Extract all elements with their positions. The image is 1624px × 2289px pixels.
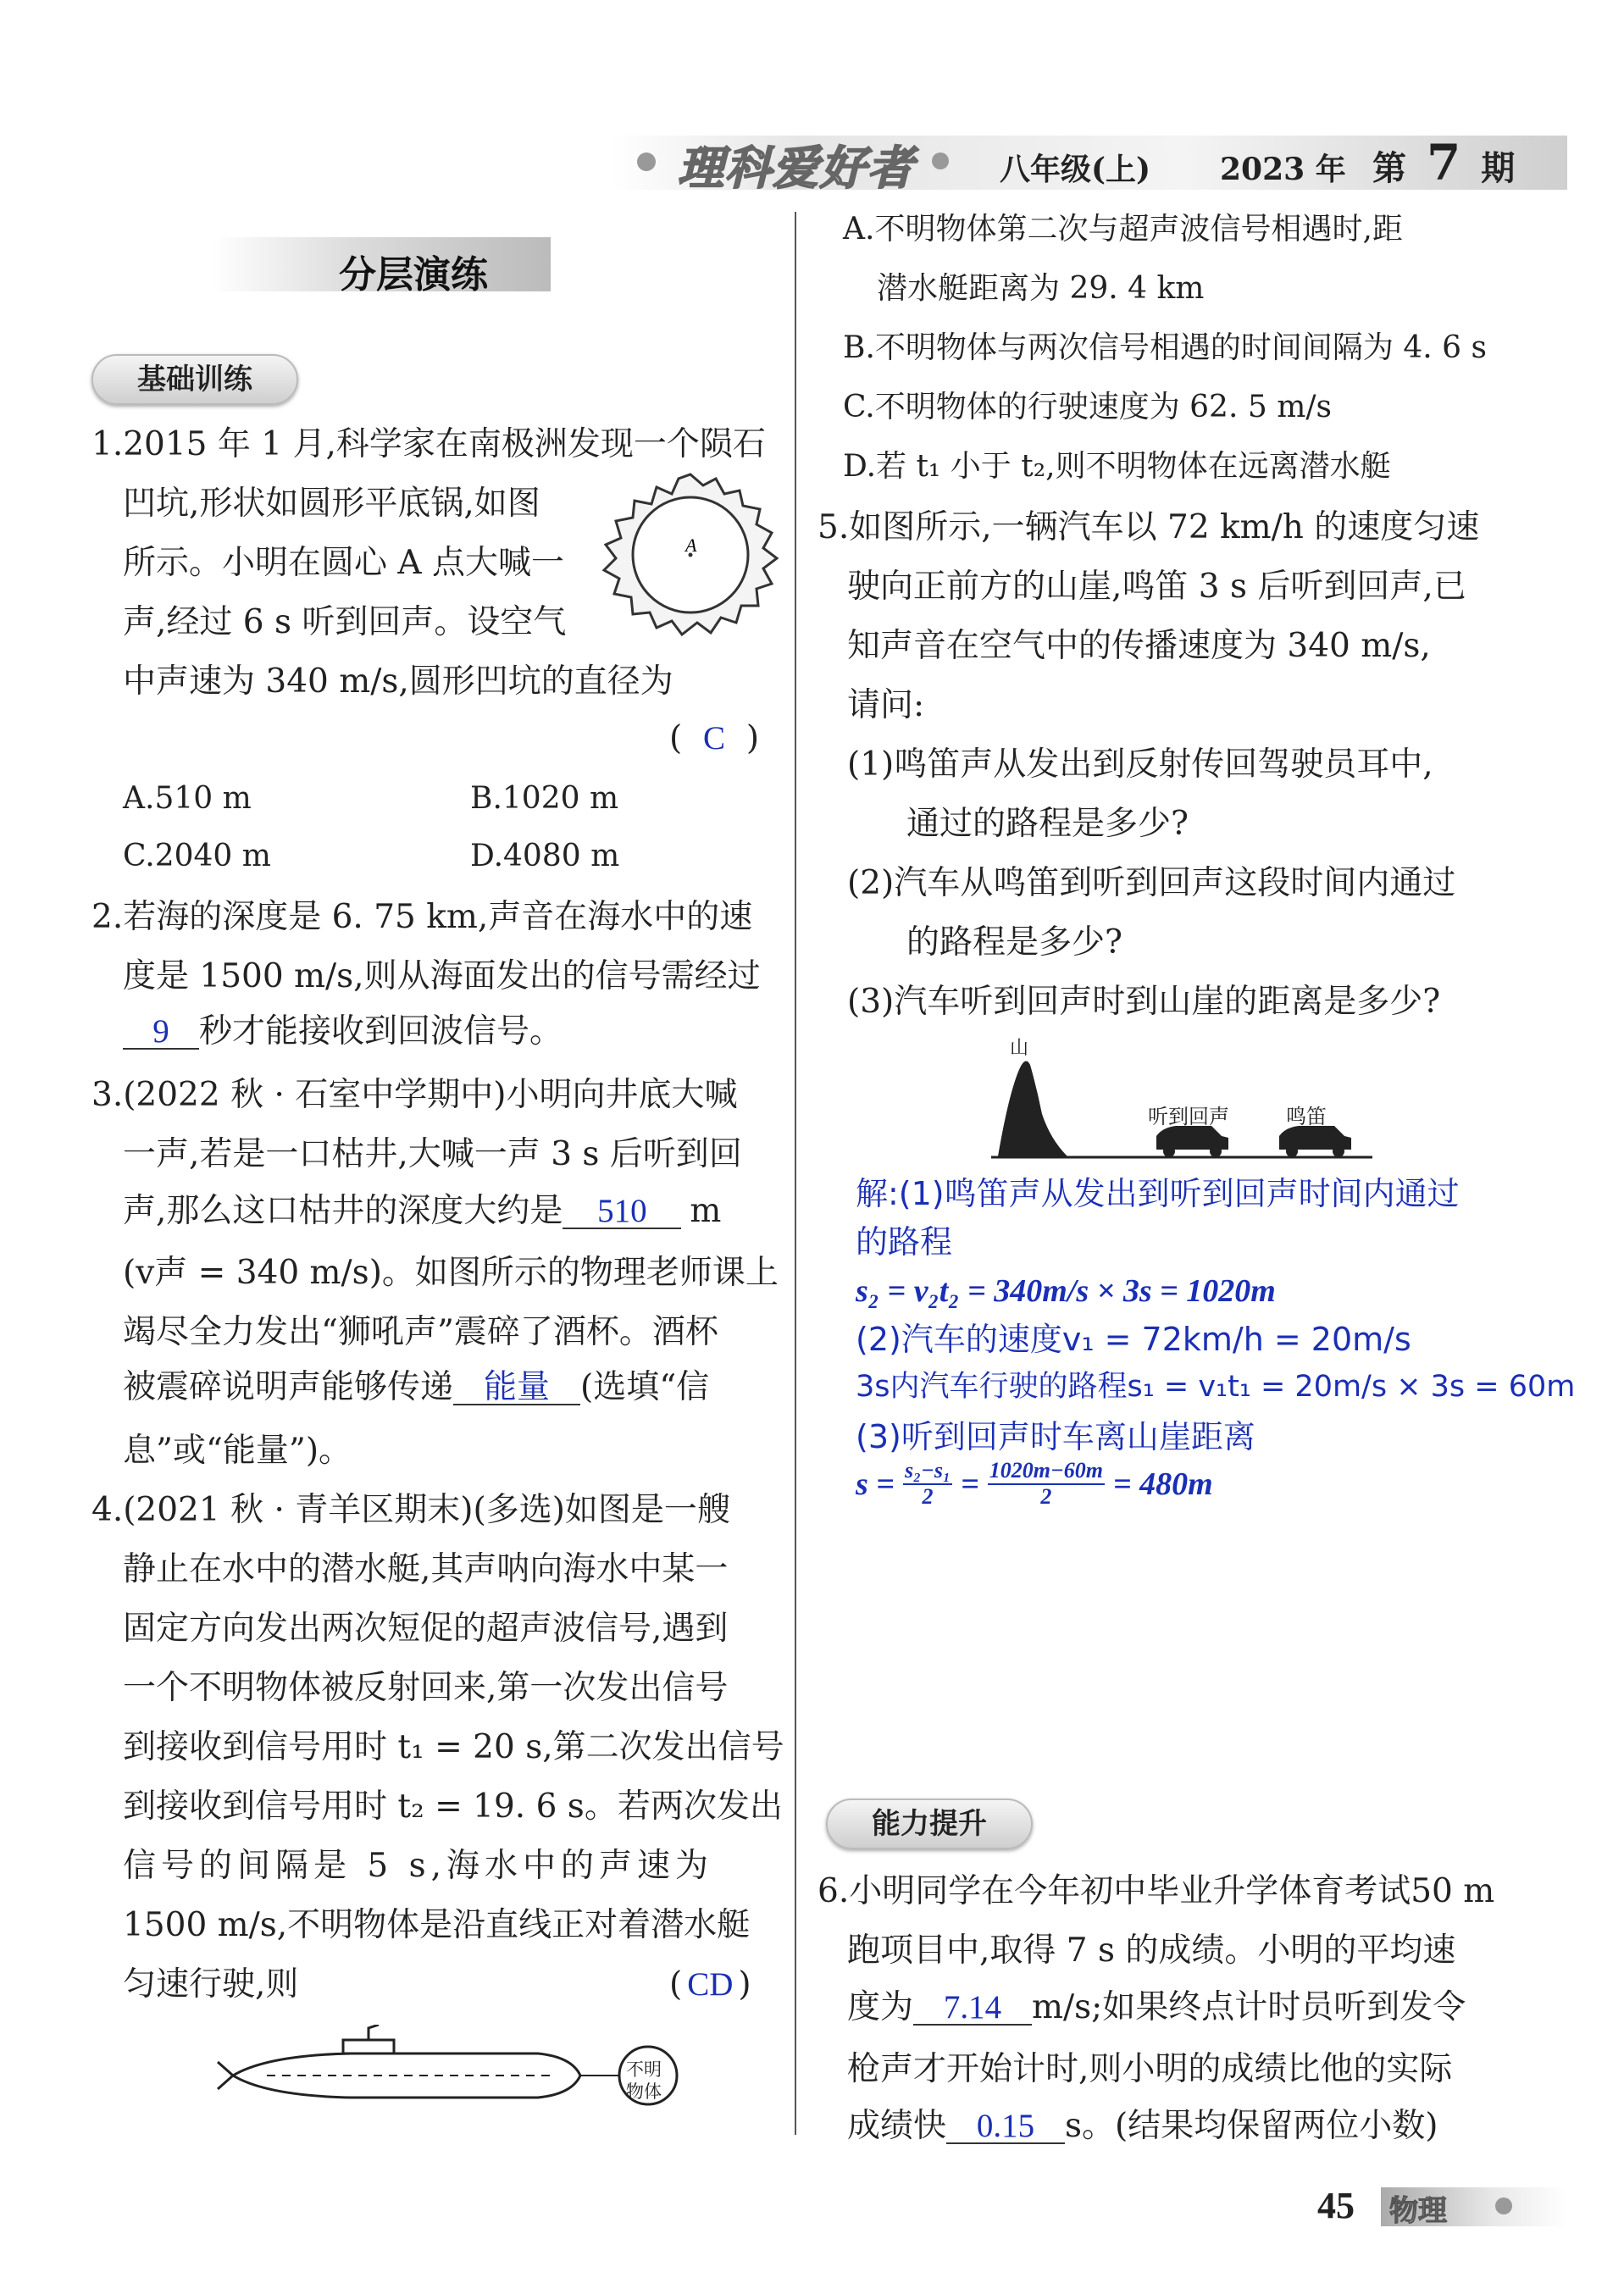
tag-basic: 基础训练 — [91, 354, 298, 405]
q1-option-d: D.4080 m — [470, 839, 620, 873]
q1-line-4: 声,经过 6 s 听到回声。设空气 — [123, 603, 567, 641]
car-echo-icon — [1156, 1126, 1228, 1157]
q4-line-7: 信号的间隔是 5 s,海水中的声速为 — [123, 1847, 714, 1885]
q1-line-5: 中声速为 340 m/s,圆形凹坑的直径为 — [123, 662, 673, 701]
q3-line-4: (v声 = 340 m/s)。如图所示的物理老师课上 — [123, 1254, 779, 1292]
q4-option-b: B.不明物体与两次信号相遇的时间间隔为 4. 6 s — [843, 330, 1487, 365]
issue-prefix: 第 — [1372, 148, 1406, 188]
q4-option-c: C.不明物体的行驶速度为 62. 5 m/s — [843, 390, 1332, 424]
fig-label-echo: 听到回声 — [1148, 1105, 1229, 1128]
q4-option-d: D.若 t₁ 小于 t₂,则不明物体在远离潜水艇 — [843, 449, 1391, 484]
footer-tag: 物理 — [1389, 2194, 1447, 2228]
q1-option-b: B.1020 m — [470, 781, 619, 816]
q4-line-8: 1500 m/s,不明物体是沿直线正对着潜水艇 — [123, 1906, 751, 1944]
q2-answer: 9 — [123, 1015, 199, 1050]
q1-option-a: A.510 m — [123, 781, 252, 816]
q6-line-1: 6.小明同学在今年初中毕业升学体育考试50 m — [818, 1872, 1495, 1910]
q6-line-3: 度为 7.14 m/s;如果终点计时员听到发令 — [847, 1988, 1466, 2026]
q5-subq-2b: 的路程是多少? — [906, 923, 1122, 962]
q3-line-5: 竭尽全力发出“狮吼声”震碎了酒杯。酒杯 — [123, 1313, 718, 1351]
car-honk-icon — [1279, 1126, 1351, 1157]
q1-line-3: 所示。小明在圆心 A 点大喊一 — [123, 544, 564, 582]
q4-answer: CD — [687, 1966, 734, 2003]
column-divider — [795, 212, 796, 2135]
q4-line-3: 固定方向发出两次短促的超声波信号,遇到 — [123, 1610, 729, 1648]
q5-line-1: 5.如图所示,一辆汽车以 72 km/h 的速度匀速 — [818, 508, 1480, 546]
q4-line-4: 一个不明物体被反射回来,第一次发出信号 — [123, 1669, 729, 1707]
issue-suffix: 期 — [1481, 148, 1516, 188]
q1-line-2: 凹坑,形状如圆形平底锅,如图 — [123, 485, 540, 523]
solution-line-5: 3s内汽车行驶的路程s₁ = v₁t₁ = 20m/s × 3s = 60m — [856, 1370, 1576, 1404]
q5-subq-2a: (2)汽车从鸣笛到听到回声这段时间内通过 — [847, 864, 1456, 902]
q5-line-4: 请问: — [847, 686, 925, 724]
section-title: 分层演练 — [339, 253, 488, 297]
q4-option-a-1: A.不明物体第二次与超声波信号相遇时,距 — [843, 212, 1403, 247]
submarine-figure — [216, 2025, 690, 2126]
q3-line-2: 一声,若是一口枯井,大喊一声 3 s 后听到回 — [123, 1135, 742, 1173]
solution-line-1: 解:(1)鸣笛声从发出到听到回声时间内通过 — [856, 1175, 1460, 1212]
issue-number: 7 — [1426, 134, 1461, 191]
q3-answer-depth: 510 — [563, 1194, 681, 1229]
crater-figure — [597, 470, 784, 640]
header-dot-left — [637, 152, 656, 171]
header-dot-mid — [932, 152, 949, 169]
q3-line-1: 3.(2022 秋 · 石室中学期中)小明向井底大喊 — [91, 1076, 738, 1114]
q5-subq-1a: (1)鸣笛声从发出到反射传回驾驶员耳中, — [847, 745, 1433, 784]
q2-line-3: 9 秒才能接收到回波信号。 — [123, 1015, 563, 1050]
q1-option-c: C.2040 m — [123, 839, 271, 873]
q2-line-1: 2.若海的深度是 6. 75 km,声音在海水中的速 — [91, 898, 753, 936]
fig-label-honk: 鸣笛 — [1286, 1105, 1327, 1128]
q6-line-5: 成绩快 0.15 s。(结果均保留两位小数) — [847, 2107, 1438, 2145]
footer-dot — [1495, 2198, 1512, 2214]
q1-answer: C — [703, 720, 726, 757]
q5-subq-3: (3)汽车听到回声时到山崖的距离是多少? — [847, 983, 1441, 1021]
header-year: 2023 年 — [1220, 152, 1346, 187]
page-number: 45 — [1317, 2185, 1355, 2226]
solution-line-7: s = $\frac{\text{s₂−s₁}}{2}$ = $\frac{1020m-60m}{2}$ = 480m — [856, 1458, 1213, 1509]
q4-line-5: 到接收到信号用时 t₁ = 20 s,第二次发出信号 — [123, 1728, 784, 1766]
q4-line-1: 4.(2021 秋 · 青羊区期末)(多选)如图是一艘 — [91, 1491, 730, 1529]
crater-point-label: A — [685, 535, 697, 556]
q6-line-4: 枪声才开始计时,则小明的成绩比他的实际 — [847, 2050, 1453, 2088]
tag-advanced: 能力提升 — [826, 1798, 1033, 1849]
q6-answer-diff: 0.15 — [946, 2109, 1065, 2144]
header-issue — [1372, 134, 1515, 191]
q5-line-2: 驶向正前方的山崖,鸣笛 3 s 后听到回声,已 — [847, 568, 1466, 606]
unknown-object-label: 不明物体 — [626, 2059, 662, 2102]
q3-line-7: 息”或“能量”)。 — [123, 1432, 352, 1470]
solution-line-6: (3)听到回声时车离山崖距离 — [856, 1418, 1255, 1455]
solution-line-4: (2)汽车的速度v₁ = 72km/h = 20m/s — [856, 1321, 1411, 1358]
q1-answer-paren: ( C ) — [669, 719, 760, 757]
q2-line-2: 度是 1500 m/s,则从海面发出的信号需经过 — [123, 957, 761, 995]
q4-answer-paren: ( CD ) — [669, 1965, 751, 2004]
q5-subq-1b: 通过的路程是多少? — [906, 805, 1189, 843]
header-logo: 理科爱好者 — [678, 141, 915, 195]
q3-line-6: 被震碎说明声能够传递 能量 (选填“信 — [123, 1368, 710, 1406]
q4-option-a-2: 潜水艇距离为 29. 4 km — [877, 271, 1205, 306]
q3-answer-energy: 能量 — [453, 1371, 580, 1405]
q6-answer-speed: 7.14 — [913, 1991, 1032, 2026]
fig-label-mountain: 山 — [1010, 1038, 1029, 1059]
solution-line-2: 的路程 — [856, 1223, 953, 1261]
q4-line-6: 到接收到信号用时 t₂ = 19. 6 s。若两次发出 — [123, 1787, 783, 1826]
header-grade: 八年级(上) — [1000, 152, 1151, 187]
solution-line-3: s₂ = v₂t₂ = 340m/s × 3s = 1020m — [856, 1273, 1276, 1309]
q4-line-2: 静止在水中的潜水艇,其声呐向海水中某一 — [123, 1550, 729, 1588]
q3-line-3: 声,那么这口枯井的深度大约是 510 m — [123, 1192, 722, 1230]
q6-line-2: 跑项目中,取得 7 s 的成绩。小明的平均速 — [847, 1932, 1456, 1970]
q5-line-3: 知声音在空气中的传播速度为 340 m/s, — [847, 627, 1431, 665]
q1-line-1: 1.2015 年 1 月,科学家在南极洲发现一个陨石 — [91, 425, 766, 463]
q4-line-9: 匀速行驶,则 — [123, 1965, 299, 2004]
